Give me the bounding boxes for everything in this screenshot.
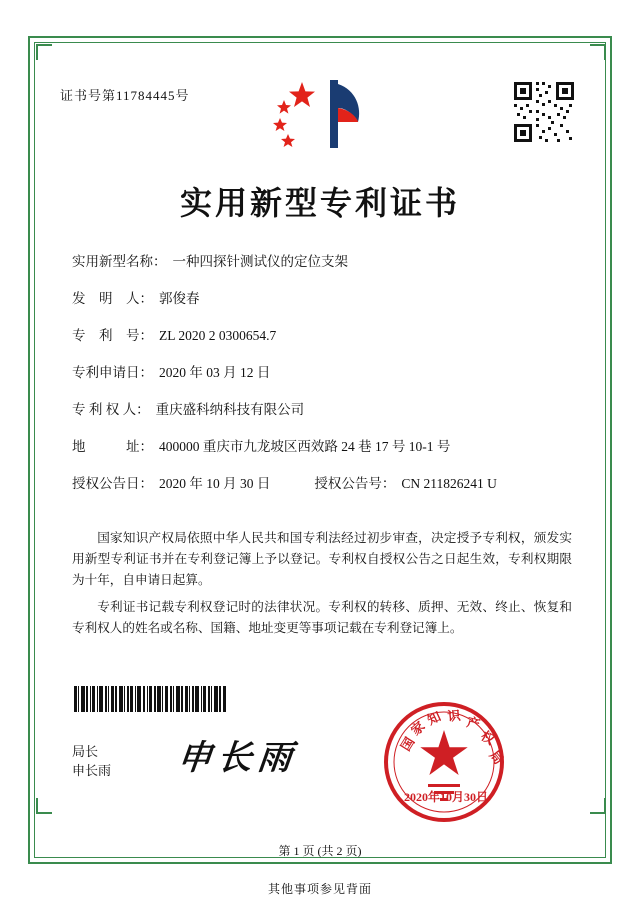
svg-text:权: 权 xyxy=(477,728,497,749)
field-value: 一种四探针测试仪的定位支架 xyxy=(172,254,348,269)
director-name-line: 申长雨 xyxy=(72,763,112,778)
field-row-application-date xyxy=(72,363,572,383)
field-value: 2020 年 03 月 12 日 xyxy=(159,365,271,380)
field-row-inventor xyxy=(72,289,572,309)
field-label: 发 明 人： xyxy=(72,291,153,306)
field-value: ZL 2020 2 0300654.7 xyxy=(159,328,277,343)
svg-text:国: 国 xyxy=(398,735,419,755)
director-signature: 申长雨 xyxy=(175,740,300,777)
svg-text:局: 局 xyxy=(485,748,506,768)
corner-ornament-top-left xyxy=(36,44,52,60)
field-row-grant-announcement xyxy=(72,474,572,494)
page-title: 实用新型专利证书 xyxy=(179,185,460,221)
official-seal-icon xyxy=(382,700,506,824)
field-label: 专利申请日： xyxy=(72,365,153,380)
svg-text:知: 知 xyxy=(425,709,444,729)
seal-date: 2020年10月30日 xyxy=(403,790,488,804)
paragraph-register-statement: 专利证书记载专利权登记时的法律状况。专利权的转移、质押、无效、终止、恢复和专利权人的姓名或名称、国籍、地址变更等事项记载在专利登记簿上。 xyxy=(72,600,572,635)
field-row-patent-number xyxy=(72,326,572,346)
field-value: 重庆盛科纳科技有限公司 xyxy=(155,402,305,417)
certificate-fields xyxy=(72,252,572,511)
svg-text:产: 产 xyxy=(465,715,482,734)
field-row-patentee xyxy=(72,400,572,420)
svg-text:识: 识 xyxy=(446,708,462,725)
field-value: 400000 重庆市九龙坡区西效路 24 巷 17 号 10-1 号 xyxy=(159,439,451,454)
grant-number-group xyxy=(314,474,497,494)
field-value: 郭俊春 xyxy=(159,291,200,306)
field-label: 实用新型名称： xyxy=(72,254,167,269)
page-indicator: 第 1 页 (共 2 页) xyxy=(278,844,362,858)
barcode xyxy=(74,686,234,712)
cnipa-logo-icon xyxy=(272,78,364,150)
field-label: 地 址： xyxy=(72,439,153,454)
grant-number-label: 授权公告号： xyxy=(314,476,396,491)
svg-text:家: 家 xyxy=(408,719,429,739)
director-title xyxy=(72,742,111,780)
corner-ornament-bottom-left xyxy=(36,798,52,814)
corner-ornament-top-right xyxy=(590,44,606,60)
field-row-address xyxy=(72,437,572,457)
certificate-number: 证书号第11784445号 xyxy=(60,88,190,103)
grant-number-value: CN 211826241 U xyxy=(401,476,497,491)
legal-paragraphs xyxy=(72,528,572,645)
grant-date-label: 授权公告日： xyxy=(72,476,153,491)
grant-date-value: 2020 年 10 月 30 日 xyxy=(159,476,271,491)
paragraph-grant-statement: 国家知识产权局依照中华人民共和国专利法经过初步审查，决定授予专利权，颁发实用新型专利证书并在专利登记簿上予以登记。专利权自授权公告之日起生效，专利权期限为十年，自申请日起算。 xyxy=(72,531,572,587)
field-row-utility-model-name xyxy=(72,252,572,272)
field-label: 专 利 号： xyxy=(72,328,153,343)
qr-code xyxy=(512,80,576,144)
field-label: 专 利 权 人： xyxy=(72,402,150,417)
director-title-line-1: 局长 xyxy=(72,744,99,759)
footer-note: 其他事项参见背面 xyxy=(267,882,372,896)
corner-ornament-bottom-right xyxy=(590,798,606,814)
